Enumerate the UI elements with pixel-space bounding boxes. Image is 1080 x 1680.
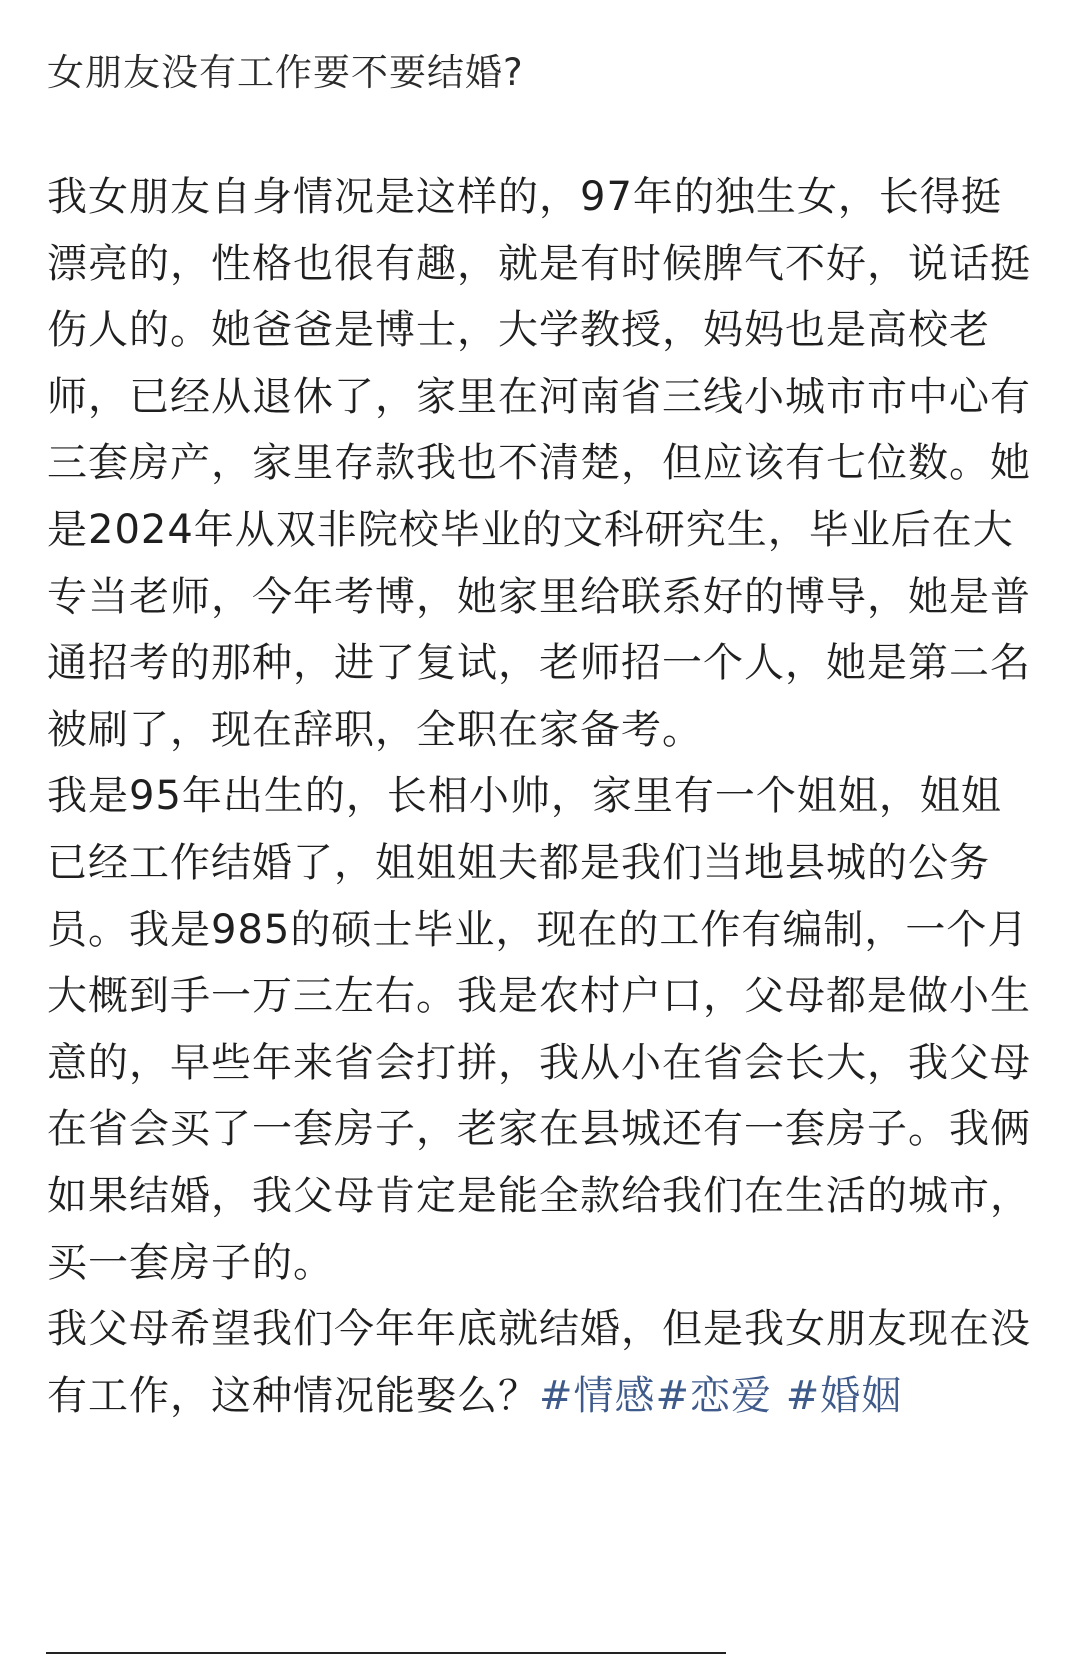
post-content	[47, 42, 1037, 1429]
paragraph-question	[47, 1296, 1037, 1429]
post-body	[47, 164, 1037, 1429]
hashtag-love[interactable]: #恋爱 #	[655, 1372, 821, 1419]
post-title: 女朋友没有工作要不要结婚?	[47, 51, 524, 94]
paragraph-girlfriend-background: 我女朋友自身情况是这样的，97年的独生女，长得挺漂亮的，性格也很有趣，就是有时候脾气不好，说话挺伤人的。她爸爸是博士，大学教授，妈妈也是高校老师，已经从退休了，家里在河南省三线小城市市中心有三套房产，家里存款我也不清楚，但应该有七位数。她是2024年从双非院校毕业的文科研究生，毕业后在大专当老师，今年考博，她家里给联系好的博导，她是普通招考的那种，进了复试，老师招一个人，她是第二名被刷了，现在辞职，全职在家备考。	[47, 174, 1031, 753]
paragraph-author-background: 我是95年出生的，长相小帅，家里有一个姐姐，姐姐已经工作结婚了，姐姐姐夫都是我们当地县城的公务员。我是985的硕士毕业，现在的工作有编制，一个月大概到手一万三左右。我是农村户口，父母都是做小生意的，早些年来省会打拼，我从小在省会长大，我父母在省会买了一套房子，老家在县城还有一套房子。我俩如果结婚，我父母肯定是能全款给我们在生活的城市，买一套房子的。	[47, 773, 1031, 1286]
hashtag-emotion[interactable]: #情感	[539, 1372, 656, 1419]
hashtag-marriage[interactable]: 婚姻	[820, 1372, 903, 1419]
divider-line	[46, 1652, 726, 1654]
question-text: 我父母希望我们今年年底就结婚，但是我女朋友现在没有工作，这种情况能娶么？	[47, 1306, 1031, 1419]
